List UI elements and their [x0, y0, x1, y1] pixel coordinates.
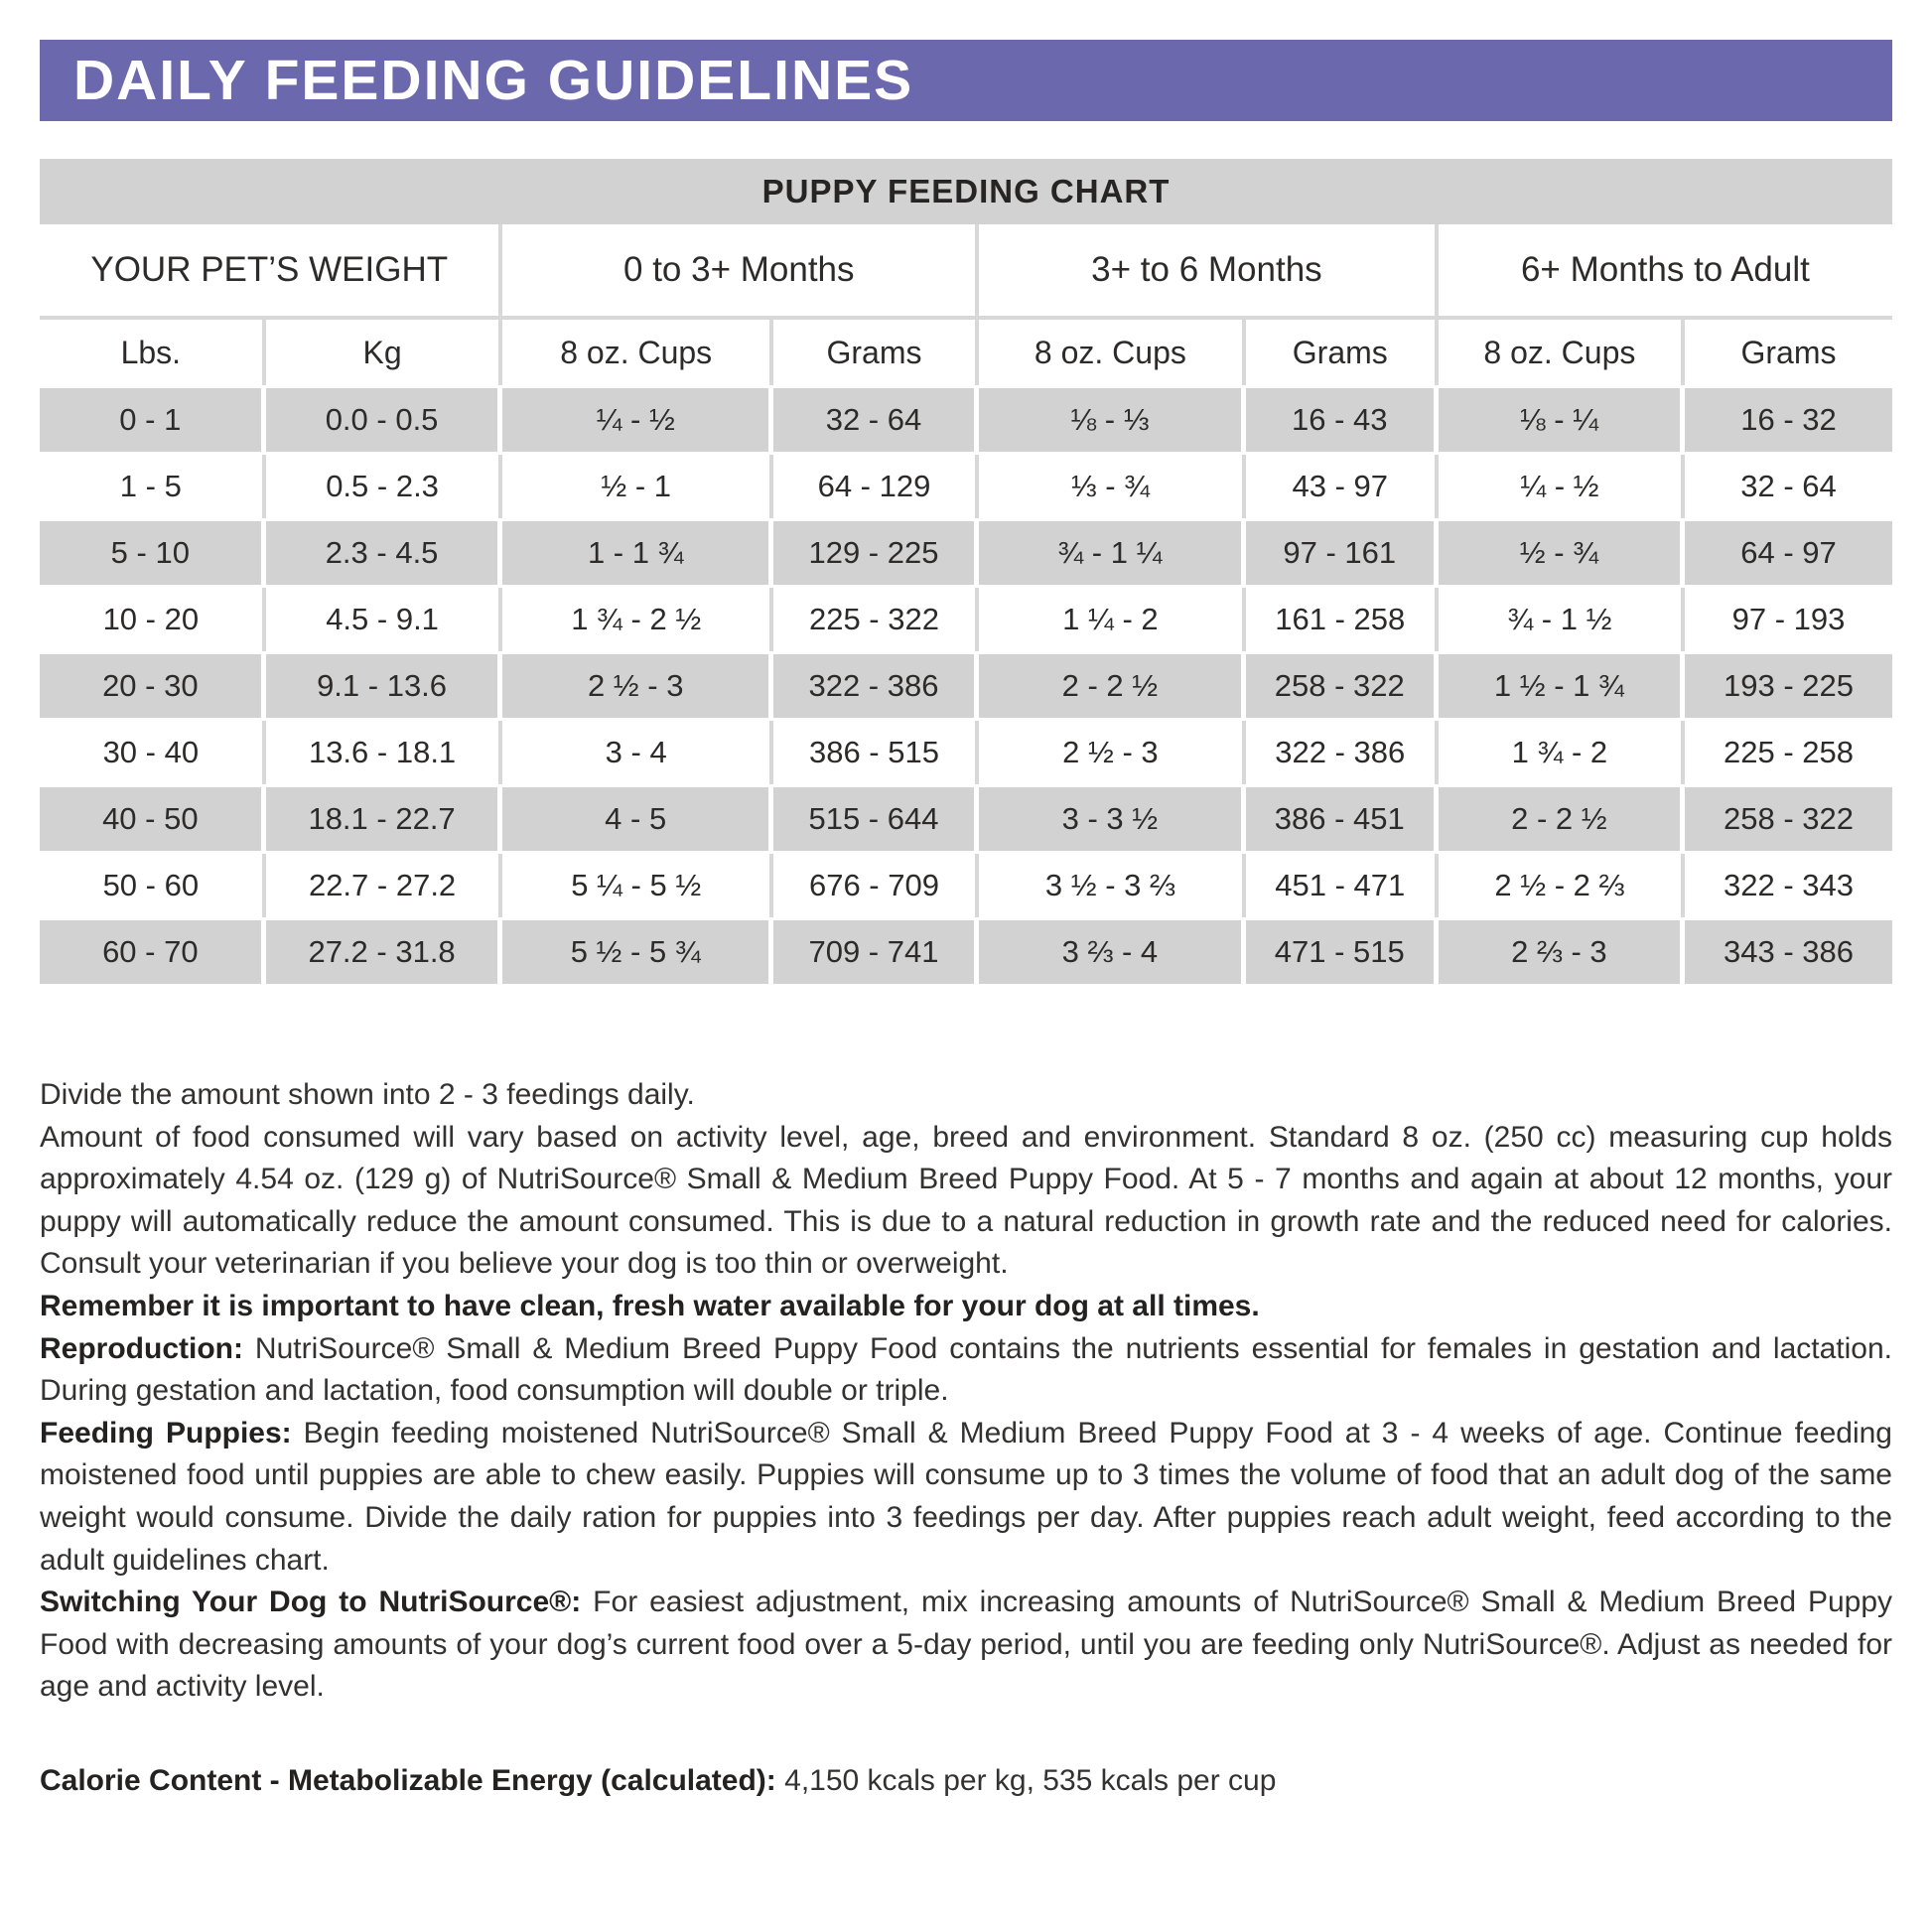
table-cell: 5 - 10: [40, 518, 266, 588]
table-cell: ½ - ¾: [1439, 518, 1685, 588]
table-cell: 161 - 258: [1246, 588, 1439, 651]
table-cell: 4 - 5: [502, 784, 772, 854]
table-cell: ¼ - ½: [1439, 455, 1685, 518]
table-cell: 22.7 - 27.2: [266, 854, 503, 917]
calorie-value: 4,150 kcals per kg, 535 kcals per cup: [775, 1763, 1277, 1797]
note-lead: Reproduction:: [40, 1331, 243, 1365]
table-row: [40, 854, 1892, 917]
note-text: Begin feeding moistened NutriSource® Small & Medium Breed Puppy Food at 3 - 4 weeks of age. Continue feeding moistened food until puppies are able to chew easily. Puppies will consume up to 3 times the volume of food that an adult dog of the same weight would consume. Divide the daily ration for puppies into 3 feedings per day. After puppies reach adult weight, feed according to the adult guidelines chart.: [40, 1416, 1892, 1577]
table-cell: 1 ¼ - 2: [979, 588, 1246, 651]
note-text: For easiest adjustment, mix increasing amounts of NutriSource® Small & Medium Breed Puppy Food with decreasing amounts of your dog’s current food over a 5-day period, until you are feeding only NutriSource®. Adjust as needed for age and activity level.: [40, 1586, 1893, 1704]
table-cell: 16 - 43: [1246, 385, 1439, 455]
table-cell: 3 - 4: [502, 721, 772, 784]
note-divide-feedings: [40, 1074, 1892, 1117]
table-cell: 2 ½ - 2 ⅔: [1439, 854, 1685, 917]
table-cell: 2 ⅔ - 3: [1439, 917, 1685, 987]
table-cell: 386 - 515: [773, 721, 979, 784]
group-header-row: [40, 224, 1892, 316]
table-row: [40, 518, 1892, 588]
table-cell: 40 - 50: [40, 784, 266, 854]
table-cell: 3 ½ - 3 ⅔: [979, 854, 1246, 917]
table-cell: 13.6 - 18.1: [266, 721, 503, 784]
table-cell: 5 ½ - 5 ¾: [502, 917, 772, 987]
table-cell: 4.5 - 9.1: [266, 588, 503, 651]
table-cell: ⅓ - ¾: [979, 455, 1246, 518]
table-cell: 258 - 322: [1246, 651, 1439, 721]
column-header-cups-3: 8 oz. Cups: [1439, 316, 1685, 385]
chart-title: PUPPY FEEDING CHART: [40, 159, 1892, 224]
table-cell: 322 - 386: [1246, 721, 1439, 784]
table-cell: 225 - 258: [1685, 721, 1892, 784]
table-row: [40, 588, 1892, 651]
table-cell: 50 - 60: [40, 854, 266, 917]
column-header-row: [40, 316, 1892, 385]
table-cell: ⅛ - ¼: [1439, 385, 1685, 455]
table-cell: 32 - 64: [773, 385, 979, 455]
note-text: Divide the amount shown into 2 - 3 feedings daily.: [40, 1078, 695, 1111]
table-cell: ½ - 1: [502, 455, 772, 518]
table-cell: 2 - 2 ½: [1439, 784, 1685, 854]
feeding-chart-section: [40, 159, 1892, 987]
table-cell: 64 - 129: [773, 455, 979, 518]
table-cell: 3 ⅔ - 4: [979, 917, 1246, 987]
table-cell: ¼ - ½: [502, 385, 772, 455]
table-cell: ¾ - 1 ¼: [979, 518, 1246, 588]
table-cell: 0.0 - 0.5: [266, 385, 503, 455]
table-cell: 709 - 741: [773, 917, 979, 987]
table-cell: 2.3 - 4.5: [266, 518, 503, 588]
table-cell: 129 - 225: [773, 518, 979, 588]
notes-section: [40, 1074, 1892, 1709]
table-cell: 97 - 161: [1246, 518, 1439, 588]
note-lead: Switching Your Dog to NutriSource®:: [40, 1586, 582, 1619]
table-cell: 9.1 - 13.6: [266, 651, 503, 721]
table-cell: 2 ½ - 3: [502, 651, 772, 721]
table-cell: 258 - 322: [1685, 784, 1892, 854]
note-reproduction: [40, 1328, 1892, 1413]
table-cell: 225 - 322: [773, 588, 979, 651]
table-cell: 10 - 20: [40, 588, 266, 651]
table-cell: 1 ½ - 1 ¾: [1439, 651, 1685, 721]
note-feeding-puppies: [40, 1413, 1892, 1582]
note-text: Amount of food consumed will vary based on activity level, age, breed and environment. Standard 8 oz. (250 cc) measuring cup holds approximately 4.54 oz. (129 g) of NutriSource® Small & Medium Breed Puppy Food. At 5 - 7 months and again at about 12 months, your puppy will automatically reduce the amount consumed. This is due to a natural reduction in growth rate and the reduced need for calories. Consult your veterinarian if you believe your dog is too thin or overweight.: [40, 1120, 1892, 1281]
group-header-6-months-adult: 6+ Months to Adult: [1439, 224, 1892, 316]
feeding-table: [40, 224, 1892, 987]
table-cell: ⅛ - ⅓: [979, 385, 1246, 455]
calorie-content-line: [40, 1764, 1892, 1798]
column-header-lbs: Lbs.: [40, 316, 266, 385]
table-cell: 5 ¼ - 5 ½: [502, 854, 772, 917]
note-text: NutriSource® Small & Medium Breed Puppy Food contains the nutrients essential for females in gestation and lactation. During gestation and lactation, food consumption will double or triple.: [40, 1331, 1892, 1408]
table-row: [40, 385, 1892, 455]
table-cell: 2 ½ - 3: [979, 721, 1246, 784]
table-cell: 0.5 - 2.3: [266, 455, 503, 518]
table-row: [40, 651, 1892, 721]
table-cell: ¾ - 1 ½: [1439, 588, 1685, 651]
table-cell: 20 - 30: [40, 651, 266, 721]
column-header-kg: Kg: [266, 316, 503, 385]
table-cell: 322 - 386: [773, 651, 979, 721]
table-cell: 32 - 64: [1685, 455, 1892, 518]
note-lead: Feeding Puppies:: [40, 1416, 292, 1449]
table-cell: 60 - 70: [40, 917, 266, 987]
calorie-label: Calorie Content - Metabolizable Energy (calculated):: [40, 1763, 776, 1797]
table-cell: 18.1 - 22.7: [266, 784, 503, 854]
table-cell: 676 - 709: [773, 854, 979, 917]
table-cell: 386 - 451: [1246, 784, 1439, 854]
table-cell: 16 - 32: [1685, 385, 1892, 455]
column-header-cups-2: 8 oz. Cups: [979, 316, 1246, 385]
table-cell: 30 - 40: [40, 721, 266, 784]
table-cell: 471 - 515: [1246, 917, 1439, 987]
table-cell: 322 - 343: [1685, 854, 1892, 917]
table-row: [40, 455, 1892, 518]
group-header-3-6-months: 3+ to 6 Months: [979, 224, 1439, 316]
table-cell: 2 - 2 ½: [979, 651, 1246, 721]
table-cell: 3 - 3 ½: [979, 784, 1246, 854]
table-cell: 343 - 386: [1685, 917, 1892, 987]
column-header-grams-3: Grams: [1685, 316, 1892, 385]
column-header-grams-2: Grams: [1246, 316, 1439, 385]
column-header-grams-1: Grams: [773, 316, 979, 385]
table-cell: 97 - 193: [1685, 588, 1892, 651]
table-cell: 193 - 225: [1685, 651, 1892, 721]
table-cell: 0 - 1: [40, 385, 266, 455]
note-lead: Remember it is important to have clean, fresh water available for your dog at all times.: [40, 1289, 1260, 1322]
page-title: DAILY FEEDING GUIDELINES: [73, 49, 914, 112]
table-cell: 1 ¾ - 2: [1439, 721, 1685, 784]
table-row: [40, 721, 1892, 784]
table-cell: 1 ¾ - 2 ½: [502, 588, 772, 651]
table-cell: 1 - 5: [40, 455, 266, 518]
table-cell: 27.2 - 31.8: [266, 917, 503, 987]
table-cell: 64 - 97: [1685, 518, 1892, 588]
table-row: [40, 784, 1892, 854]
note-amount-consumed: [40, 1117, 1892, 1286]
note-switching: [40, 1582, 1892, 1709]
group-header-weight: YOUR PET’S WEIGHT: [40, 224, 502, 316]
table-cell: 43 - 97: [1246, 455, 1439, 518]
note-fresh-water: [40, 1286, 1892, 1328]
column-header-cups-1: 8 oz. Cups: [502, 316, 772, 385]
table-row: [40, 917, 1892, 987]
page-banner: [40, 40, 1892, 121]
table-cell: 451 - 471: [1246, 854, 1439, 917]
group-header-0-3-months: 0 to 3+ Months: [502, 224, 979, 316]
table-cell: 515 - 644: [773, 784, 979, 854]
table-cell: 1 - 1 ¾: [502, 518, 772, 588]
